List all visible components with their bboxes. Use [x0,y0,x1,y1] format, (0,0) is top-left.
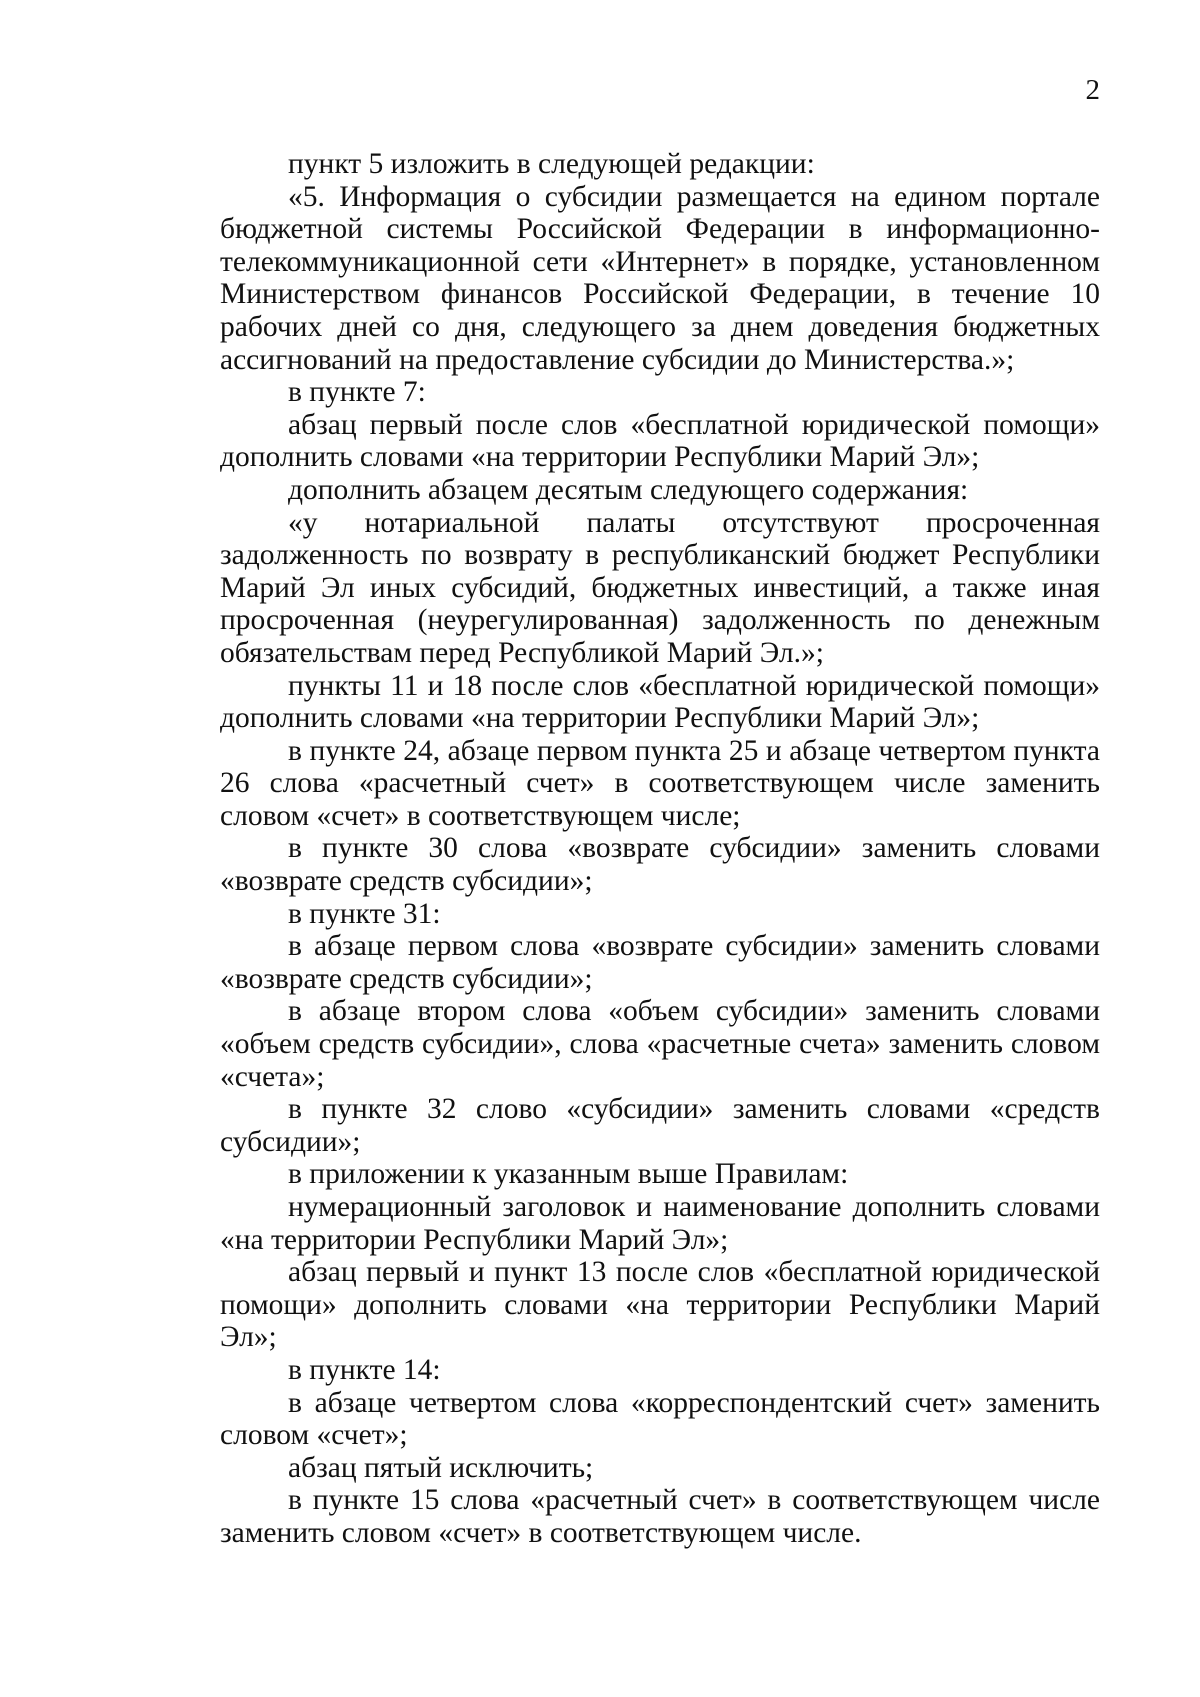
paragraph: в абзаце четвертом слова «корреспондентский счет» заменить словом «счет»; [220,1386,1100,1452]
paragraph: абзац пятый исключить; [288,1451,594,1484]
paragraph: в абзаце первом слова «возврате субсидии» заменить словами «возврате средств субсидии»; [220,930,1100,995]
paragraph: дополнить абзацем десятым следующего содержания: [288,473,969,506]
paragraph: абзац первый и пункт 13 после слов «бесплатной юридической помощи» дополнить словами «на территории Республики Марий Эл»; [220,1256,1100,1354]
page-number: 2 [1085,74,1100,106]
paragraph: пункт 5 изложить в следующей редакции: [288,148,815,180]
paragraph: «5. Информация о субсидии размещается на едином портале бюджетной системы Российской Федерации в информационно-телекоммуникационной сети «Интернет» в порядке, установленном Министерством финансов Российской Федерации, в течение 10 рабочих дней со дня, следующего за днем доведения бюджетных ассигнований на предоставление субсидии до Министерства.»; [220,180,1100,376]
document-body [220,148,1100,1550]
paragraph: в пункте 14: [288,1353,441,1386]
paragraph: пункты 11 и 18 после слов «бесплатной юридической помощи» дополнить словами «на территории Республики Марий Эл»; [220,669,1100,735]
paragraph: в пункте 30 слова «возврате субсидии» заменить словами «возврате средств субсидии»; [220,832,1100,898]
paragraph: в пункте 7: [288,376,426,409]
paragraph: в пункте 24, абзаце первом пункта 25 и абзаце четвертом пункта 26 слова «расчетный счет» в соответствующем числе заменить словом «счет» в соответствующем числе; [220,734,1100,832]
paragraph: «у нотариальной палаты отсутствуют просроченная задолженность по возврату в республиканский бюджет Республики Марий Эл иных субсидий, бюджетных инвестиций, а также иная просроченная (неурегулированная) задолженность по денежным обязательствам перед Республикой Марий Эл.»; [220,506,1100,669]
paragraph: в абзаце втором слова «объем субсидии» заменить словами «объем средств субсидии», слова «расчетные счета» заменить словом «счета»; [220,995,1100,1093]
paragraph: в пункте 31: [288,897,441,930]
paragraph: в приложении к указанным выше Правилам: [288,1158,849,1191]
paragraph: в пункте 15 слова «расчетный счет» в соответствующем числе заменить словом «счет» в соответствующем числе. [220,1484,1100,1549]
paragraph: абзац первый после слов «бесплатной юридической помощи» дополнить словами «на территории Республики Марий Эл»; [220,408,1100,474]
paragraph: в пункте 32 слово «субсидии» заменить словами «средств субсидии»; [220,1093,1100,1158]
paragraph: нумерационный заголовок и наименование дополнить словами «на территории Республики Марий Эл»; [220,1191,1100,1256]
